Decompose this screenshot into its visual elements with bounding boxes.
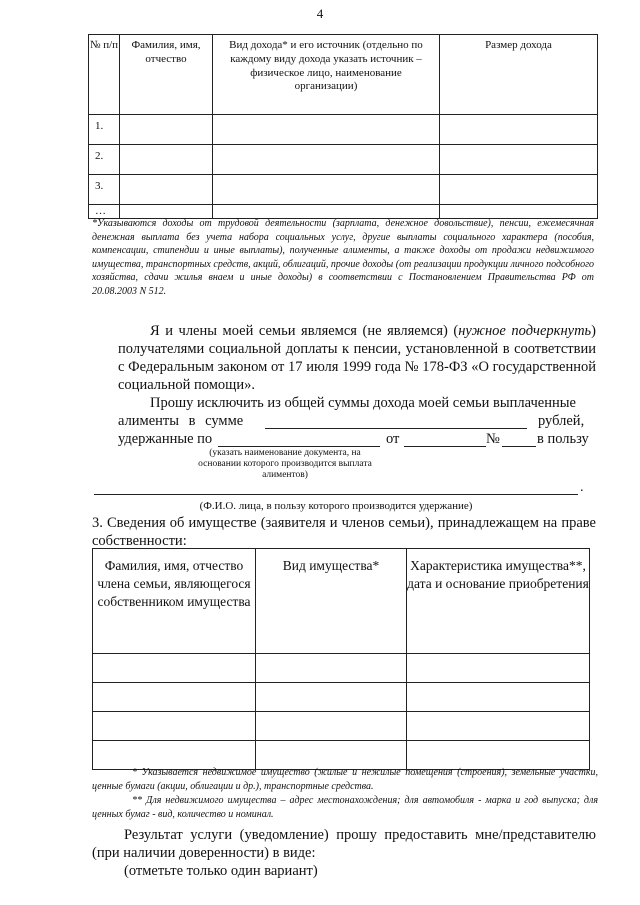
property-header-characteristics: Характеристика имущества**, дата и основание приобретения (407, 549, 590, 654)
row-number: 2. (89, 145, 120, 175)
property-cell-type[interactable] (256, 683, 407, 712)
property-header-owner: Фамилия, имя, отчество члена семьи, являющегося собственником имущества (93, 549, 256, 654)
income-header-type: Вид дохода* и его источник (отдельно по каждому виду дохода указать источник – физическое лицо, наименование организации) (213, 35, 440, 115)
income-cell-name[interactable] (120, 145, 213, 175)
table-row (89, 115, 598, 145)
withheld-label: удержанные по (118, 431, 213, 447)
property-section-title: 3. Сведения об имуществе (заявителя и членов семьи), принадлежащем на праве собственности: (92, 515, 596, 549)
rubles-label: рублей, (538, 413, 585, 429)
result-request: Результат услуги (уведомление) прошу предоставить мне/представителю (при наличии доверенности) в виде: (92, 827, 596, 861)
income-header-amount: Размер дохода (440, 35, 598, 115)
recipient-fio-field[interactable] (94, 494, 578, 495)
income-cell-amount[interactable] (440, 115, 598, 145)
pension-statement-italic: нужное подчеркнуть (458, 323, 592, 339)
income-cell-name[interactable] (120, 115, 213, 145)
income-header-number: № п/п (89, 35, 120, 115)
property-cell-characteristics[interactable] (407, 654, 590, 683)
property-table (92, 548, 590, 770)
table-row (93, 683, 590, 712)
row-number: 3. (89, 175, 120, 205)
from-label: от (386, 431, 400, 447)
document-caption: (указать наименование документа, на основании которого производится выплата алиментов) (198, 448, 372, 480)
income-cell-name[interactable] (120, 175, 213, 205)
row-number: 1. (89, 115, 120, 145)
recipient-fio-caption: (Ф.И.О. лица, в пользу которого производится удержание) (199, 500, 473, 512)
property-cell-type[interactable] (256, 712, 407, 741)
choose-one-hint: (отметьте только один вариант) (124, 863, 318, 879)
property-cell-characteristics[interactable] (407, 683, 590, 712)
income-footnote: *Указываются доходы от трудовой деятельности (зарплата, денежное довольствие), пенсии, ежемесячная денежная выплата без учета набора социальных услуг, другие выплаты социального характера (пособия, компенсации, стипендии и иные выплаты), полученные алименты, а также доходы от продажи недвижимого имущества, транспортных средств, акций, облигаций, прочие доходы (от реализации продукции личного подсобного хозяйства, сдачи жилья внаем и иные доходы) в соответствии с Постановлением Правительства РФ от 20.08.2003 N 512. (92, 218, 594, 297)
table-row (89, 145, 598, 175)
property-cell-owner[interactable] (93, 654, 256, 683)
table-row (89, 175, 598, 205)
period-mark: . (580, 480, 584, 495)
document-date-field[interactable] (404, 446, 486, 447)
table-row (93, 654, 590, 683)
property-footnote-2: ** Для недвижимого имущества – адрес местонахождения; для автомобиля - марка и год выпуска; для ценных бумаг - вид, количество и номинал. (92, 795, 598, 820)
document-number-field[interactable] (502, 446, 536, 447)
income-header-name: Фамилия, имя, отчество (120, 35, 213, 115)
row-number: … (89, 205, 120, 219)
income-cell-type[interactable] (213, 115, 440, 145)
in-favor-label: в пользу (537, 431, 589, 447)
income-cell-type[interactable] (213, 145, 440, 175)
page-number: 4 (316, 6, 324, 21)
property-header-type: Вид имущества* (256, 549, 407, 654)
property-cell-characteristics[interactable] (407, 712, 590, 741)
alimony-intro: Прошу исключить из общей суммы дохода моей семьи выплаченные (150, 395, 576, 411)
document-name-field[interactable] (218, 446, 380, 447)
aliments-label: алименты в сумме (118, 413, 244, 429)
property-footnote-1: * Указывается недвижимое имущество (жилые и нежилые помещения (строения), земельные участки, ценные бумаги (акции, облигации и др.), транспортные средства. (92, 767, 598, 792)
income-cell-amount[interactable] (440, 145, 598, 175)
income-cell-type[interactable] (213, 175, 440, 205)
property-cell-owner[interactable] (93, 683, 256, 712)
pension-statement (118, 322, 596, 394)
income-cell-amount[interactable] (440, 175, 598, 205)
income-table (88, 34, 598, 219)
property-cell-type[interactable] (256, 654, 407, 683)
alimony-amount-field[interactable] (265, 428, 527, 429)
table-row (93, 712, 590, 741)
pension-statement-before: Я и члены моей семьи являемся (не являемся) ( (150, 323, 459, 339)
number-label: № (486, 431, 500, 447)
pension-statement-after: ) получателями социальной доплаты к пенсии, установленной в соответствии с Федеральным законом от 17 июля 1999 года № 178-ФЗ «О государственной социальной помощи». (118, 323, 596, 393)
property-cell-owner[interactable] (93, 712, 256, 741)
property-footnotes (92, 766, 598, 822)
